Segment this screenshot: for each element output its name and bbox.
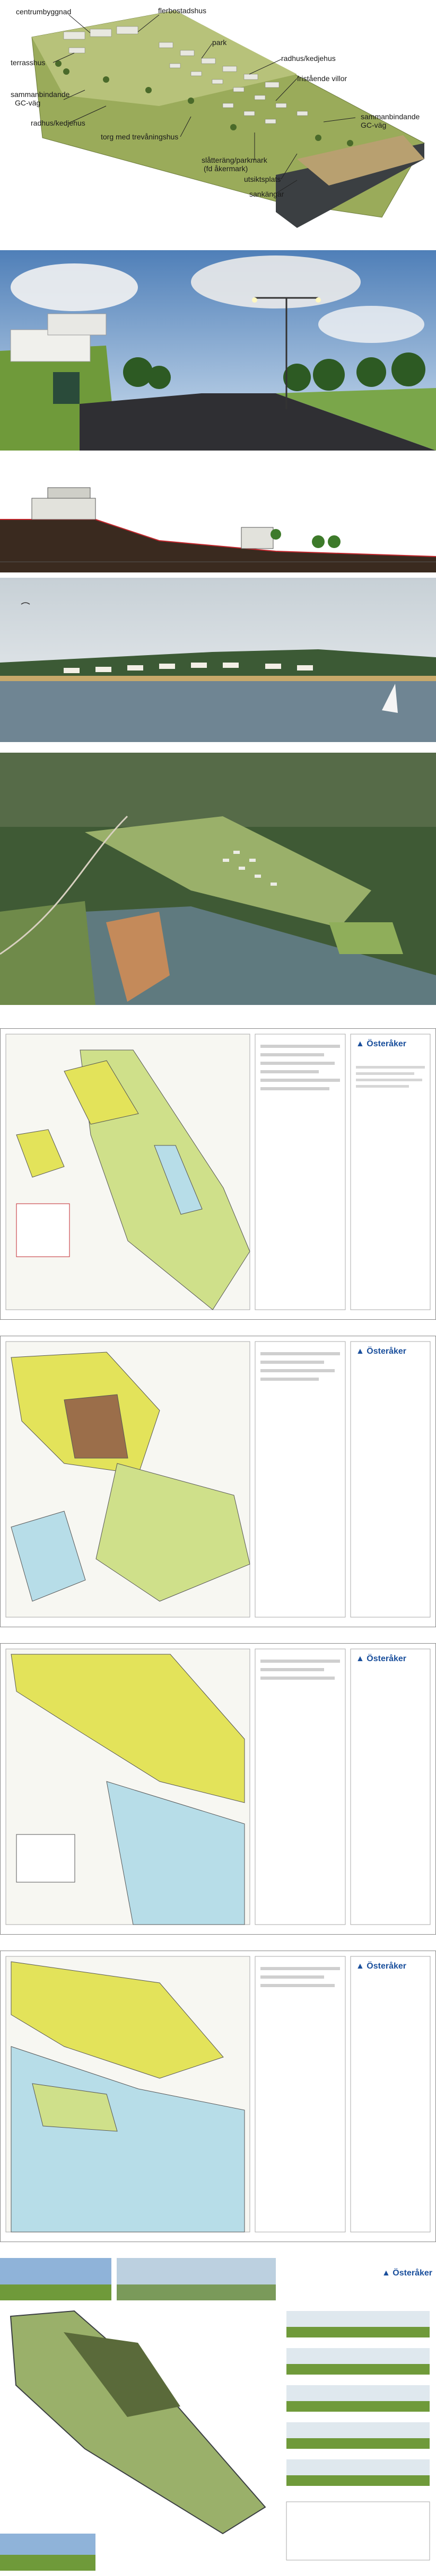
section-elevation-illustration [0, 466, 436, 572]
plan-map-2 [1, 1336, 435, 1627]
detail-plan-sheet-4 [0, 1951, 436, 2242]
osteraker-logo-3 [356, 1654, 406, 1664]
osteraker-logo-1 [356, 1039, 406, 1049]
logo-text: Österåker [367, 1962, 406, 1971]
illustration-collage [0, 2258, 436, 2571]
street-view-panel [0, 250, 436, 451]
lake-view-panel [0, 578, 436, 742]
aerial-photomontage-illustration [0, 753, 436, 1005]
logo-text: Österåker [393, 2269, 432, 2278]
label-sammanbindande-1b: GC-väg [15, 99, 41, 107]
street-view-illustration [0, 250, 436, 451]
label-park: park [212, 38, 227, 47]
logo-text: Österåker [367, 1039, 406, 1048]
plan-map-4 [1, 1951, 435, 2242]
label-torg: torg med trevåningshus [101, 133, 179, 141]
plan-map-1 [1, 1029, 435, 1319]
illustration-collage-panel [0, 2258, 436, 2571]
site-plan-3d-panel [0, 0, 436, 228]
detail-plan-sheet-2 [0, 1336, 436, 1627]
detail-plan-sheet-3 [0, 1643, 436, 1935]
label-slatterang-a: slåtteräng/parkmark [202, 156, 267, 164]
label-centrumbyggnad: centrumbyggnad [16, 7, 72, 16]
lake-view-illustration [0, 578, 436, 742]
logo-icon: ▲ [382, 2269, 393, 2278]
aerial-photomontage-panel [0, 753, 436, 1005]
osteraker-logo-4 [356, 1962, 406, 1971]
osteraker-logo-5 [382, 2269, 432, 2278]
label-flerbostadshus: flerbostadshus [158, 6, 207, 15]
logo-icon: ▲ [356, 1347, 367, 1356]
logo-icon: ▲ [356, 1039, 367, 1048]
logo-text: Österåker [367, 1347, 406, 1356]
label-sammanbindande-2a: sammanbindande [361, 112, 420, 121]
label-terrasshus: terrasshus [11, 58, 46, 67]
label-sammanbindande-1a: sammanbindande [11, 90, 70, 99]
label-slatterang-b: (fd åkermark) [204, 164, 248, 173]
logo-icon: ▲ [356, 1962, 367, 1971]
label-sammanbindande-2b: GC-väg [361, 121, 387, 129]
detail-plan-sheet-1 [0, 1028, 436, 1320]
plan-map-3 [1, 1644, 435, 1934]
label-fristaende-villor: fristående villor [297, 74, 347, 83]
logo-icon: ▲ [356, 1654, 367, 1663]
label-sankangar: sankängar [249, 190, 284, 198]
section-elevation-panel [0, 466, 436, 572]
logo-text: Österåker [367, 1654, 406, 1663]
label-utsiktsplats: utsiktsplats [244, 175, 281, 183]
label-radhus-kedjehus-2: radhus/kedjehus [31, 119, 85, 127]
osteraker-logo-2 [356, 1347, 406, 1356]
label-radhus-kedjehus-1: radhus/kedjehus [281, 54, 336, 63]
